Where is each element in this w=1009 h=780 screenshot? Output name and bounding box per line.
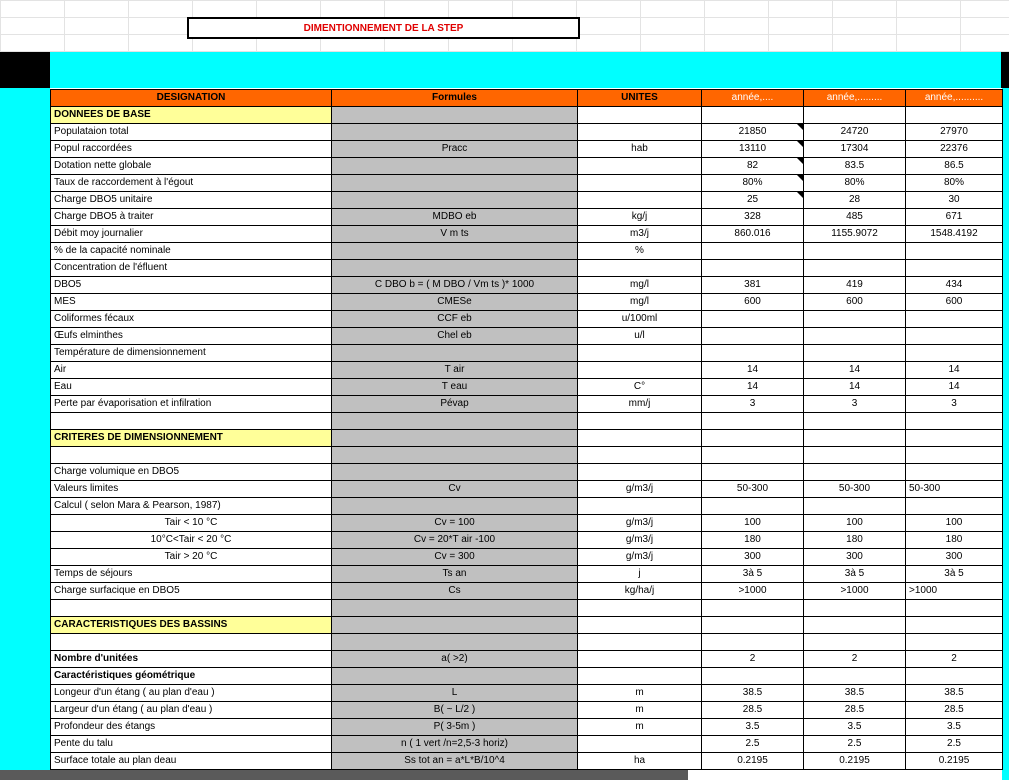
sheet-title-box[interactable] xyxy=(187,17,580,39)
cell-designation[interactable]: Largeur d'un étang ( au plan d'eau ) xyxy=(51,702,332,719)
table-row xyxy=(51,532,1003,549)
cell-annee-1[interactable]: 300 xyxy=(702,549,804,566)
cell-annee-2[interactable]: 3 xyxy=(804,396,906,413)
cell-annee-3[interactable]: 100 xyxy=(906,515,1003,532)
cell-unite[interactable]: m3/j xyxy=(578,226,702,243)
cell-designation[interactable]: DBO5 xyxy=(51,277,332,294)
cell-annee-1[interactable]: 21850 xyxy=(702,124,804,141)
cell-unite[interactable]: j xyxy=(578,566,702,583)
cell-formule[interactable]: C DBO b = ( M DBO / Vm ts )* 1000 xyxy=(332,277,578,294)
cell-formule[interactable] xyxy=(332,498,578,515)
cell-designation[interactable]: DONNEES DE BASE xyxy=(51,107,332,124)
cell-designation[interactable]: Nombre d'unitées xyxy=(51,651,332,668)
table-row xyxy=(51,753,1003,770)
cell-annee-3[interactable]: 3 xyxy=(906,396,1003,413)
cell-annee-2[interactable] xyxy=(804,328,906,345)
cell-designation[interactable]: Longeur d'un étang ( au plan d'eau ) xyxy=(51,685,332,702)
cell-annee-2[interactable]: 80% xyxy=(804,175,906,192)
cell-annee-1[interactable] xyxy=(702,107,804,124)
cell-annee-2[interactable] xyxy=(804,498,906,515)
cell-annee-3[interactable]: 2 xyxy=(906,651,1003,668)
table-row xyxy=(51,447,1003,464)
cell-formule[interactable]: Cv = 100 xyxy=(332,515,578,532)
cell-annee-1[interactable]: >1000 xyxy=(702,583,804,600)
section-row xyxy=(51,107,1003,124)
cell-annee-2[interactable]: 300 xyxy=(804,549,906,566)
cell-annee-3[interactable]: >1000 xyxy=(906,583,1003,600)
cell-unite[interactable] xyxy=(578,634,702,651)
right-dark-strip xyxy=(1001,52,1009,88)
cell-annee-1[interactable]: 0.2195 xyxy=(702,753,804,770)
cell-annee-3[interactable] xyxy=(906,413,1003,430)
cell-annee-2[interactable] xyxy=(804,260,906,277)
cell-designation[interactable] xyxy=(51,634,332,651)
cell-annee-3[interactable]: 22376 xyxy=(906,141,1003,158)
cell-designation[interactable]: Charge surfacique en DBO5 xyxy=(51,583,332,600)
cell-annee-3[interactable] xyxy=(906,328,1003,345)
cell-annee-3[interactable]: 0.2195 xyxy=(906,753,1003,770)
cell-unite[interactable]: g/m3/j xyxy=(578,532,702,549)
table-row xyxy=(51,413,1003,430)
cell-annee-1[interactable] xyxy=(702,447,804,464)
cell-annee-2[interactable]: 28 xyxy=(804,192,906,209)
cell-designation[interactable]: Eau xyxy=(51,379,332,396)
cell-annee-2[interactable]: 14 xyxy=(804,362,906,379)
cell-formule[interactable]: P( 3-5m ) xyxy=(332,719,578,736)
cell-annee-3[interactable]: 28.5 xyxy=(906,702,1003,719)
cell-designation[interactable]: Air xyxy=(51,362,332,379)
cell-unite[interactable]: m xyxy=(578,702,702,719)
cell-annee-1[interactable] xyxy=(702,345,804,362)
comment-indicator-icon[interactable] xyxy=(797,141,803,147)
cyan-right-margin xyxy=(1002,88,1009,780)
cell-designation[interactable]: Tair < 10 °C xyxy=(51,515,332,532)
header-row xyxy=(51,90,1003,107)
table-row xyxy=(51,719,1003,736)
cell-unite[interactable]: u/l xyxy=(578,328,702,345)
cell-annee-1[interactable] xyxy=(702,260,804,277)
cell-annee-3[interactable]: 50-300 xyxy=(906,481,1003,498)
cell-annee-2[interactable] xyxy=(804,617,906,634)
table-row xyxy=(51,668,1003,685)
cell-unite[interactable] xyxy=(578,158,702,175)
cell-formule[interactable]: MDBO eb xyxy=(332,209,578,226)
cell-formule[interactable] xyxy=(332,175,578,192)
table-row xyxy=(51,243,1003,260)
cell-formule[interactable] xyxy=(332,668,578,685)
cell-annee-2[interactable]: 485 xyxy=(804,209,906,226)
cell-annee-2[interactable] xyxy=(804,464,906,481)
cell-formule[interactable] xyxy=(332,634,578,651)
cell-annee-3[interactable]: 1548.4192 xyxy=(906,226,1003,243)
cell-formule[interactable]: Pévap xyxy=(332,396,578,413)
cell-annee-2[interactable] xyxy=(804,107,906,124)
header-annee-3[interactable]: année,.......... xyxy=(906,90,1003,107)
section-row xyxy=(51,617,1003,634)
cell-annee-2[interactable]: 0.2195 xyxy=(804,753,906,770)
cell-designation[interactable]: Valeurs limites xyxy=(51,481,332,498)
cell-unite[interactable] xyxy=(578,600,702,617)
cell-unite[interactable]: mm/j xyxy=(578,396,702,413)
cell-unite[interactable]: ha xyxy=(578,753,702,770)
cell-annee-2[interactable] xyxy=(804,413,906,430)
cell-formule[interactable]: CCF eb xyxy=(332,311,578,328)
cell-formule[interactable] xyxy=(332,430,578,447)
cell-formule[interactable]: Cs xyxy=(332,583,578,600)
cell-annee-3[interactable]: 3.5 xyxy=(906,719,1003,736)
comment-indicator-icon[interactable] xyxy=(797,175,803,181)
cell-annee-1[interactable]: 25 xyxy=(702,192,804,209)
cell-annee-1[interactable]: 381 xyxy=(702,277,804,294)
cell-formule[interactable]: B( ~ L/2 ) xyxy=(332,702,578,719)
cell-designation[interactable] xyxy=(51,600,332,617)
cell-formule[interactable] xyxy=(332,192,578,209)
cell-designation[interactable]: 10°C<Tair < 20 °C xyxy=(51,532,332,549)
cell-annee-3[interactable]: 2.5 xyxy=(906,736,1003,753)
table-row xyxy=(51,260,1003,277)
table-row xyxy=(51,583,1003,600)
cell-annee-1[interactable] xyxy=(702,634,804,651)
cell-annee-1[interactable]: 14 xyxy=(702,362,804,379)
table-row xyxy=(51,311,1003,328)
cell-formule[interactable] xyxy=(332,260,578,277)
table-row xyxy=(51,209,1003,226)
cell-unite[interactable]: g/m3/j xyxy=(578,515,702,532)
cell-annee-3[interactable] xyxy=(906,498,1003,515)
cell-annee-2[interactable] xyxy=(804,447,906,464)
cell-annee-2[interactable]: 600 xyxy=(804,294,906,311)
cell-annee-2[interactable] xyxy=(804,634,906,651)
table-row xyxy=(51,124,1003,141)
cell-annee-2[interactable]: 100 xyxy=(804,515,906,532)
cell-formule[interactable]: V m ts xyxy=(332,226,578,243)
cell-annee-2[interactable] xyxy=(804,430,906,447)
cell-annee-1[interactable]: 600 xyxy=(702,294,804,311)
cell-formule[interactable]: T eau xyxy=(332,379,578,396)
section-row xyxy=(51,430,1003,447)
cell-annee-3[interactable] xyxy=(906,600,1003,617)
header-annee-1[interactable]: année,.... xyxy=(702,90,804,107)
table-row xyxy=(51,141,1003,158)
cell-designation[interactable]: Perte par évaporisation et infilration xyxy=(51,396,332,413)
cell-annee-2[interactable]: >1000 xyxy=(804,583,906,600)
cell-annee-1[interactable]: 2 xyxy=(702,651,804,668)
cell-annee-1[interactable]: 328 xyxy=(702,209,804,226)
cell-annee-1[interactable] xyxy=(702,498,804,515)
cell-designation[interactable]: MES xyxy=(51,294,332,311)
table-row xyxy=(51,549,1003,566)
cell-designation[interactable]: Popul raccordées xyxy=(51,141,332,158)
table-row xyxy=(51,192,1003,209)
cell-unite[interactable]: g/m3/j xyxy=(578,481,702,498)
cell-formule[interactable] xyxy=(332,124,578,141)
cell-designation[interactable]: % de la capacité nominale xyxy=(51,243,332,260)
cell-annee-3[interactable] xyxy=(906,311,1003,328)
cell-designation[interactable]: Populataion total xyxy=(51,124,332,141)
cell-annee-2[interactable]: 50-300 xyxy=(804,481,906,498)
cell-annee-1[interactable]: 38.5 xyxy=(702,685,804,702)
cell-formule[interactable] xyxy=(332,158,578,175)
cell-formule[interactable]: a( >2) xyxy=(332,651,578,668)
cell-unite[interactable]: g/m3/j xyxy=(578,549,702,566)
cell-designation[interactable]: Pente du talu xyxy=(51,736,332,753)
cell-annee-3[interactable]: 30 xyxy=(906,192,1003,209)
table-row xyxy=(51,651,1003,668)
cell-annee-3[interactable]: 180 xyxy=(906,532,1003,549)
cell-annee-1[interactable]: 3.5 xyxy=(702,719,804,736)
cell-designation[interactable] xyxy=(51,413,332,430)
cell-annee-1[interactable]: 2.5 xyxy=(702,736,804,753)
header-formules[interactable]: Formules xyxy=(332,90,578,107)
cell-unite[interactable] xyxy=(578,464,702,481)
cell-designation[interactable]: CARACTERISTIQUES DES BASSINS xyxy=(51,617,332,634)
cell-annee-2[interactable]: 2 xyxy=(804,651,906,668)
table-row xyxy=(51,158,1003,175)
cell-annee-3[interactable] xyxy=(906,260,1003,277)
cell-unite[interactable]: kg/ha/j xyxy=(578,583,702,600)
cell-unite[interactable] xyxy=(578,362,702,379)
cell-formule[interactable]: Cv = 300 xyxy=(332,549,578,566)
table-row xyxy=(51,736,1003,753)
cell-annee-3[interactable]: 14 xyxy=(906,379,1003,396)
cell-designation[interactable]: Œufs elminthes xyxy=(51,328,332,345)
cell-annee-2[interactable] xyxy=(804,345,906,362)
table-row xyxy=(51,294,1003,311)
comment-indicator-icon[interactable] xyxy=(797,158,803,164)
cell-annee-2[interactable]: 28.5 xyxy=(804,702,906,719)
cell-annee-2[interactable]: 14 xyxy=(804,379,906,396)
cell-formule[interactable]: n ( 1 vert /n=2,5-3 horiz) xyxy=(332,736,578,753)
cell-annee-3[interactable] xyxy=(906,243,1003,260)
cell-unite[interactable]: m xyxy=(578,719,702,736)
table-row xyxy=(51,362,1003,379)
table-row xyxy=(51,345,1003,362)
cell-unite[interactable]: u/100ml xyxy=(578,311,702,328)
cell-annee-1[interactable] xyxy=(702,617,804,634)
sheet-title: DIMENTIONNEMENT DE LA STEP xyxy=(303,22,464,34)
cell-designation[interactable]: Calcul ( selon Mara & Pearson, 1987) xyxy=(51,498,332,515)
table-row xyxy=(51,277,1003,294)
table-row xyxy=(51,566,1003,583)
cell-annee-3[interactable] xyxy=(906,430,1003,447)
cell-designation[interactable]: Caractéristiques géométrique xyxy=(51,668,332,685)
table-row xyxy=(51,464,1003,481)
cell-unite[interactable]: mg/l xyxy=(578,277,702,294)
cell-annee-3[interactable]: 27970 xyxy=(906,124,1003,141)
cell-unite[interactable] xyxy=(578,175,702,192)
cell-annee-1[interactable]: 3à 5 xyxy=(702,566,804,583)
cell-annee-2[interactable] xyxy=(804,311,906,328)
cell-designation[interactable]: Coliformes fécaux xyxy=(51,311,332,328)
cell-annee-2[interactable]: 24720 xyxy=(804,124,906,141)
data-table xyxy=(50,89,1003,770)
black-corner-cell xyxy=(0,52,50,88)
cell-designation[interactable]: Dotation nette globale xyxy=(51,158,332,175)
cell-annee-3[interactable]: 3à 5 xyxy=(906,566,1003,583)
cell-annee-2[interactable]: 419 xyxy=(804,277,906,294)
cell-annee-3[interactable] xyxy=(906,345,1003,362)
cell-designation[interactable]: Surface totale au plan deau xyxy=(51,753,332,770)
comment-indicator-icon[interactable] xyxy=(797,124,803,130)
cell-annee-1[interactable]: 82 xyxy=(702,158,804,175)
cell-annee-3[interactable]: 14 xyxy=(906,362,1003,379)
cell-annee-1[interactable]: 80% xyxy=(702,175,804,192)
table-row xyxy=(51,702,1003,719)
cell-annee-3[interactable] xyxy=(906,617,1003,634)
cell-annee-1[interactable] xyxy=(702,600,804,617)
cell-unite[interactable] xyxy=(578,736,702,753)
cell-designation[interactable]: Taux de raccordement à l'égout xyxy=(51,175,332,192)
cell-unite[interactable] xyxy=(578,617,702,634)
cell-formule[interactable] xyxy=(332,413,578,430)
cell-unite[interactable]: C° xyxy=(578,379,702,396)
cell-annee-2[interactable]: 2.5 xyxy=(804,736,906,753)
cell-formule[interactable] xyxy=(332,464,578,481)
cell-unite[interactable] xyxy=(578,498,702,515)
cell-unite[interactable] xyxy=(578,430,702,447)
cell-annee-1[interactable] xyxy=(702,668,804,685)
cell-annee-2[interactable]: 180 xyxy=(804,532,906,549)
cell-annee-1[interactable]: 860.016 xyxy=(702,226,804,243)
cell-formule[interactable] xyxy=(332,617,578,634)
cell-annee-3[interactable]: 38.5 xyxy=(906,685,1003,702)
cell-annee-1[interactable]: 28.5 xyxy=(702,702,804,719)
table-row xyxy=(51,481,1003,498)
cell-annee-1[interactable] xyxy=(702,311,804,328)
cell-designation[interactable]: Charge DBO5 à traiter xyxy=(51,209,332,226)
cell-annee-2[interactable] xyxy=(804,600,906,617)
cell-annee-3[interactable]: 80% xyxy=(906,175,1003,192)
cell-annee-2[interactable]: 17304 xyxy=(804,141,906,158)
cell-annee-2[interactable] xyxy=(804,243,906,260)
cell-annee-1[interactable] xyxy=(702,413,804,430)
cyan-left-margin xyxy=(0,88,50,780)
cell-annee-2[interactable]: 3.5 xyxy=(804,719,906,736)
table-row xyxy=(51,515,1003,532)
cell-designation[interactable]: Temps de séjours xyxy=(51,566,332,583)
cell-annee-3[interactable] xyxy=(906,107,1003,124)
cell-designation[interactable]: Température de dimensionnement xyxy=(51,345,332,362)
cell-formule[interactable]: Ts an xyxy=(332,566,578,583)
cell-formule[interactable]: CMESe xyxy=(332,294,578,311)
cell-unite[interactable] xyxy=(578,413,702,430)
cell-unite[interactable]: hab xyxy=(578,141,702,158)
table-row xyxy=(51,175,1003,192)
cell-annee-3[interactable] xyxy=(906,447,1003,464)
cell-annee-1[interactable] xyxy=(702,328,804,345)
horizontal-scrollbar[interactable] xyxy=(0,770,688,780)
cell-unite[interactable] xyxy=(578,668,702,685)
cell-annee-1[interactable] xyxy=(702,464,804,481)
cell-unite[interactable] xyxy=(578,107,702,124)
cell-annee-3[interactable]: 600 xyxy=(906,294,1003,311)
cell-formule[interactable]: Ss tot an = a*L*B/10^4 xyxy=(332,753,578,770)
cell-annee-1[interactable] xyxy=(702,430,804,447)
cell-unite[interactable]: kg/j xyxy=(578,209,702,226)
cell-formule[interactable]: L xyxy=(332,685,578,702)
table-row xyxy=(51,379,1003,396)
cell-annee-3[interactable] xyxy=(906,668,1003,685)
cell-annee-3[interactable]: 434 xyxy=(906,277,1003,294)
cell-annee-1[interactable]: 180 xyxy=(702,532,804,549)
cell-unite[interactable] xyxy=(578,192,702,209)
cell-designation[interactable]: Débit moy journalier xyxy=(51,226,332,243)
cell-unite[interactable] xyxy=(578,260,702,277)
cell-unite[interactable]: mg/l xyxy=(578,294,702,311)
cell-unite[interactable]: m xyxy=(578,685,702,702)
header-designation[interactable]: DESIGNATION xyxy=(51,90,332,107)
table-row xyxy=(51,498,1003,515)
table-row xyxy=(51,685,1003,702)
cell-annee-3[interactable]: 86.5 xyxy=(906,158,1003,175)
cell-formule[interactable]: T air xyxy=(332,362,578,379)
cell-annee-1[interactable] xyxy=(702,243,804,260)
cell-annee-1[interactable]: 100 xyxy=(702,515,804,532)
cell-annee-3[interactable]: 300 xyxy=(906,549,1003,566)
cell-unite[interactable] xyxy=(578,124,702,141)
cell-annee-3[interactable]: 671 xyxy=(906,209,1003,226)
cell-annee-2[interactable]: 3à 5 xyxy=(804,566,906,583)
cell-unite[interactable]: % xyxy=(578,243,702,260)
cell-designation[interactable] xyxy=(51,447,332,464)
cell-annee-3[interactable] xyxy=(906,634,1003,651)
cell-formule[interactable]: Pracc xyxy=(332,141,578,158)
cell-designation[interactable]: Charge DBO5 unitaire xyxy=(51,192,332,209)
table-row xyxy=(51,328,1003,345)
cell-annee-1[interactable]: 14 xyxy=(702,379,804,396)
cell-annee-2[interactable]: 38.5 xyxy=(804,685,906,702)
cell-annee-2[interactable]: 1155.9072 xyxy=(804,226,906,243)
cell-designation[interactable]: Profondeur des étangs xyxy=(51,719,332,736)
cell-formule[interactable]: Cv xyxy=(332,481,578,498)
cell-designation[interactable]: Charge volumique en DBO5 xyxy=(51,464,332,481)
comment-indicator-icon[interactable] xyxy=(797,192,803,198)
cell-formule[interactable] xyxy=(332,447,578,464)
cell-annee-1[interactable]: 3 xyxy=(702,396,804,413)
cell-unite[interactable] xyxy=(578,447,702,464)
table-row xyxy=(51,634,1003,651)
cell-annee-1[interactable]: 50-300 xyxy=(702,481,804,498)
cell-formule[interactable]: Chel eb xyxy=(332,328,578,345)
cell-unite[interactable] xyxy=(578,651,702,668)
header-unites[interactable]: UNITES xyxy=(578,90,702,107)
cell-formule[interactable] xyxy=(332,600,578,617)
cell-annee-2[interactable]: 83.5 xyxy=(804,158,906,175)
table-row xyxy=(51,396,1003,413)
table-row xyxy=(51,600,1003,617)
header-annee-2[interactable]: année,......... xyxy=(804,90,906,107)
cell-annee-3[interactable] xyxy=(906,464,1003,481)
table-row xyxy=(51,226,1003,243)
cyan-header-band xyxy=(0,52,1009,88)
cell-unite[interactable] xyxy=(578,345,702,362)
cell-designation[interactable]: Concentration de l'éfluent xyxy=(51,260,332,277)
cell-formule[interactable] xyxy=(332,243,578,260)
cell-formule[interactable] xyxy=(332,345,578,362)
cell-designation[interactable]: Tair > 20 °C xyxy=(51,549,332,566)
cell-formule[interactable]: Cv = 20*T air -100 xyxy=(332,532,578,549)
cell-annee-1[interactable]: 13110 xyxy=(702,141,804,158)
cell-annee-2[interactable] xyxy=(804,668,906,685)
cell-formule[interactable] xyxy=(332,107,578,124)
cell-designation[interactable]: CRITERES DE DIMENSIONNEMENT xyxy=(51,430,332,447)
